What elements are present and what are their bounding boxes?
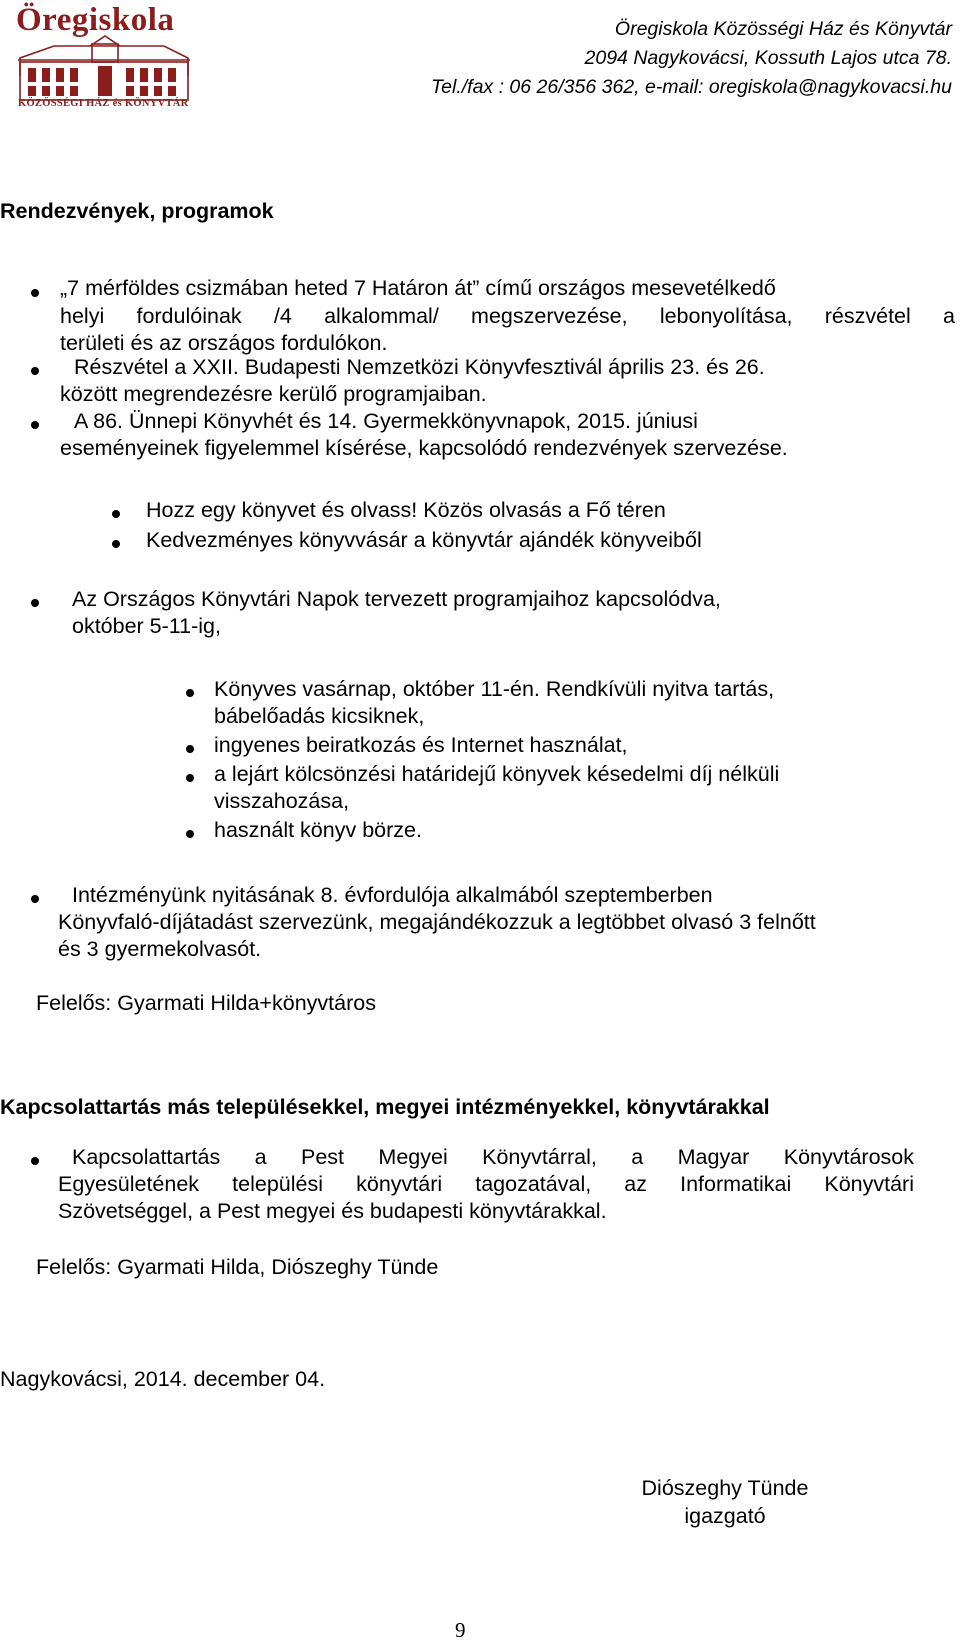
org-name: Öregiskola Közösségi Ház és Könyvtár xyxy=(614,18,952,40)
text-line: és 3 gyermekolvasót. xyxy=(58,937,262,961)
text-line: Az Országos Könyvtári Napok tervezett programjaihoz kapcsolódva, xyxy=(72,587,721,611)
text-line: Intézményünk nyitásának 8. évfordulója alkalmából szeptemberben xyxy=(72,883,713,907)
bullet xyxy=(31,367,39,375)
text-line: „7 mérföldes csizmában heted 7 Határon át” című országos mesevetélkedő xyxy=(60,276,776,300)
responsible-line: Felelős: Gyarmati Hilda, Diószeghy Tünde xyxy=(36,1255,439,1279)
bullet xyxy=(31,895,39,903)
text-line: helyi fordulóinak /4 alkalommal/ megszervezése, lebonyolítása, részvétel a xyxy=(60,304,955,328)
page-number: 9 xyxy=(455,1618,466,1642)
logo-title: Öregiskola xyxy=(16,2,175,38)
signer-name: Diószeghy Tünde xyxy=(641,1476,809,1500)
text-line: bábelőadás kicsiknek, xyxy=(214,704,425,728)
text-line: használt könyv börze. xyxy=(214,818,422,842)
section-heading-contacts: Kapcsolattartás más településekkel, megyei intézményekkel, könyvtárakkal xyxy=(0,1095,770,1119)
text-line: a lejárt kölcsönzési határidejű könyvek késedelmi díj nélküli xyxy=(214,762,780,786)
text-line: ingyenes beiratkozás és Internet használat, xyxy=(214,733,628,757)
bullet xyxy=(112,510,120,518)
bullet xyxy=(31,1157,39,1165)
bullet xyxy=(112,540,120,548)
text-line: Könyves vasárnap, október 11-én. Rendkívüli nyitva tartás, xyxy=(214,677,775,701)
bullet xyxy=(31,421,39,429)
bullet xyxy=(31,289,39,297)
text-line: Részvétel a XXII. Budapesti Nemzetközi Könyvfesztivál április 23. és 26. xyxy=(74,355,765,379)
bullet xyxy=(186,745,194,753)
text-line: Könyvfaló-díjátadást szervezünk, megajándékozzuk a legtöbbet olvasó 3 felnőtt xyxy=(58,910,816,934)
text-line: Szövetséggel, a Pest megyei és budapesti könyvtárakkal. xyxy=(58,1199,607,1223)
text-line: eseményeinek figyelemmel kísérése, kapcsolódó rendezvények szervezése. xyxy=(60,436,788,460)
responsible-line: Felelős: Gyarmati Hilda+könyvtáros xyxy=(36,991,376,1015)
bullet xyxy=(186,689,194,697)
section-heading-programs: Rendezvények, programok xyxy=(0,199,274,223)
bullet xyxy=(186,774,194,782)
bullet xyxy=(186,830,194,838)
text-line: Egyesületének települési könyvtári tagozatával, az Informatikai Könyvtári xyxy=(58,1172,914,1196)
text-line: október 5-11-ig, xyxy=(72,614,221,638)
text-line: területi és az országos fordulókon. xyxy=(60,331,388,355)
text-line: Hozz egy könyvet és olvass! Közös olvasás a Fő téren xyxy=(146,498,666,522)
text-line: Kapcsolattartás a Pest Megyei Könyvtárral, a Magyar Könyvtárosok xyxy=(72,1145,914,1169)
org-address: 2094 Nagykovácsi, Kossuth Lajos utca 78. xyxy=(584,47,952,69)
text-line: visszahozása, xyxy=(214,789,350,813)
org-contact: Tel./fax : 06 26/356 362, e-mail: oregiskola@nagykovacsi.hu xyxy=(431,76,952,98)
place-date: Nagykovácsi, 2014. december 04. xyxy=(0,1367,326,1391)
text-line: A 86. Ünnepi Könyvhét és 14. Gyermekkönyvnapok, 2015. júniusi xyxy=(74,409,698,433)
logo-subtitle: KÖZÖSSÉGI HÁZ és KÖNYVTÁR xyxy=(18,98,189,109)
text-line: Kedvezményes könyvvásár a könyvtár ajándék könyveiből xyxy=(146,528,702,552)
text-line: között megrendezésre kerülő programjaiban. xyxy=(60,382,487,406)
signer-title: igazgató xyxy=(684,1504,766,1528)
list-item-text xyxy=(60,276,955,301)
bullet xyxy=(31,599,39,607)
